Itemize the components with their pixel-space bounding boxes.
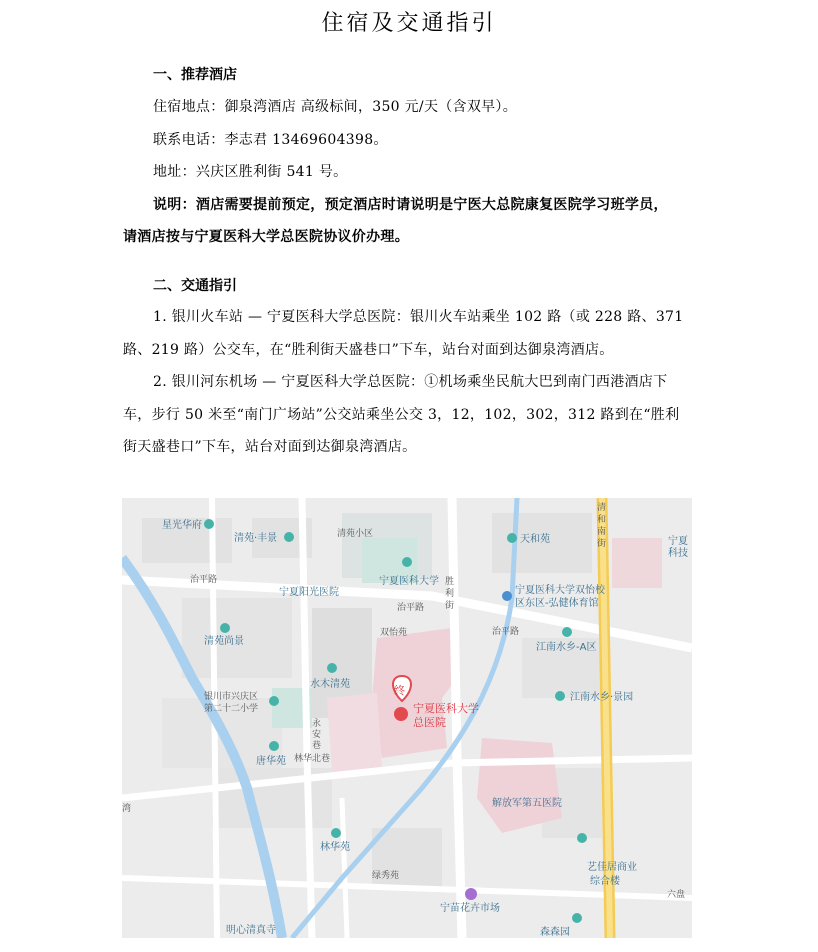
map-label: 解放军第五医院: [492, 798, 562, 809]
map-label: 森森园: [540, 927, 570, 938]
map-label: 清苑尚景: [204, 636, 244, 647]
map-label: 治平路: [492, 627, 520, 637]
route2-line2: 车，步行 50 米至“南门广场站”公交站乘坐公交 3，12，102，302，312 路到在“胜利: [123, 407, 680, 423]
map-label: 治平路: [397, 603, 425, 613]
map-label: 巷: [312, 741, 322, 751]
map-label: 水木清苑: [310, 679, 350, 690]
map-label: 银川市兴庆区: [204, 692, 259, 702]
destination-label-2: 总医院: [413, 716, 446, 729]
map-label: 林华苑: [320, 842, 350, 853]
map-label: 永: [312, 719, 322, 729]
destination-marker: 终: [394, 684, 405, 697]
map-label: 科技: [668, 548, 688, 559]
map-label: 综合楼: [590, 876, 620, 887]
map-label: 治平路: [190, 575, 218, 585]
map-label: 街: [597, 539, 607, 549]
map-label: 六盘: [667, 890, 686, 900]
map-label: 南: [597, 527, 607, 537]
map-label: 清苑小区: [337, 529, 374, 539]
map-label: 宁夏医科大学: [379, 576, 439, 587]
route1-line1: 1. 银川火车站 — 宁夏医科大学总医院：银川火车站乘坐 102 路（或 228 路、371: [153, 309, 684, 325]
map-label: 天和苑: [520, 534, 550, 545]
destination-label-1: 宁夏医科大学: [413, 702, 479, 715]
map-label: 第二十二小学: [204, 704, 259, 714]
hotel-heading: 一、推荐酒店: [153, 67, 237, 83]
map-label: 清苑·丰景: [234, 533, 278, 544]
hotel-note-line2: 请酒店按与宁夏医科大学总医院协议价办理。: [123, 229, 409, 245]
page-title: 住宿及交通指引: [321, 11, 497, 36]
map-label: 艺佳居商业: [587, 862, 637, 873]
map-label: 宁苗花卉市场: [440, 903, 500, 914]
hotel-location: 住宿地点：御泉湾酒店 高级标间，350 元/天（含双早）。: [153, 99, 518, 115]
map-label: 和: [597, 515, 607, 525]
route2-line1: 2. 银川河东机场 — 宁夏医科大学总医院：①机场乘坐民航大巴到南门西港酒店下: [153, 374, 668, 390]
map-label: 唐华苑: [256, 756, 286, 767]
map-label: 双怡苑: [380, 628, 408, 638]
map-label: 街: [445, 601, 455, 611]
map-label: 绿秀苑: [372, 871, 400, 881]
map-label: 安: [312, 730, 322, 740]
map-label: 胜: [445, 577, 455, 587]
route1-line2: 路、219 路）公交车，在“胜利街天盛巷口”下车，站台对面到达御泉湾酒店。: [123, 342, 614, 358]
map-label: 星光华府: [162, 520, 202, 531]
map-label: 宁夏阳光医院: [279, 587, 339, 598]
hotel-note-line1: 说明：酒店需要提前预定，预定酒店时请说明是宁医大总院康复医院学习班学员，: [153, 197, 668, 213]
location-map: [122, 498, 692, 938]
map-label: 江南水乡-A区: [536, 642, 597, 653]
hotel-phone: 联系电话：李志君 13469604398。: [153, 132, 388, 148]
map-label: 区东区-弘健体育馆: [515, 598, 599, 609]
route2-line3: 街天盛巷口”下车，站台对面到达御泉湾酒店。: [123, 439, 417, 455]
hotel-address: 地址：兴庆区胜利街 541 号。: [153, 164, 348, 180]
map-label: 利: [445, 589, 455, 599]
map-label: 清: [597, 503, 607, 513]
map-label: 宁夏: [668, 536, 688, 547]
map-label: 林华北巷: [294, 754, 331, 764]
map-label: 宁夏医科大学双怡校: [515, 585, 605, 596]
map-label: 湾: [122, 804, 132, 814]
traffic-heading: 二、交通指引: [153, 278, 237, 294]
map-label: 明心清真寺: [226, 925, 276, 936]
map-label: 江南水乡·景园: [570, 692, 634, 703]
